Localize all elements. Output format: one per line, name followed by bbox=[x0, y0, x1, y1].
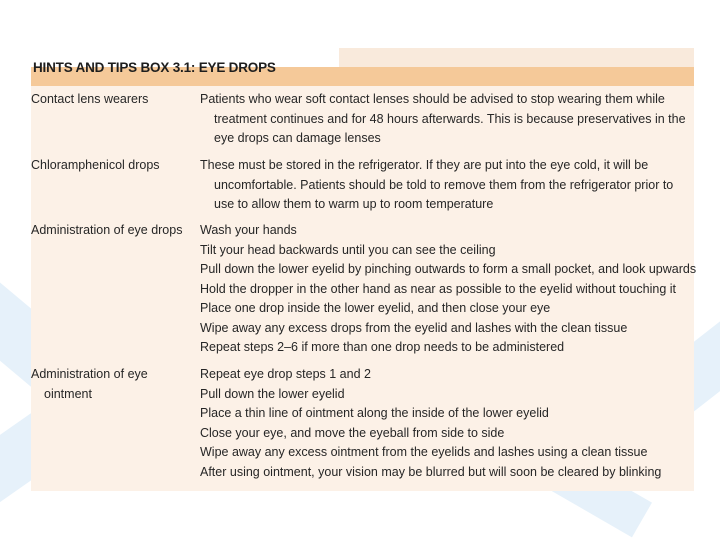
step-item: Close your eye, and move the eyeball from side to side bbox=[200, 425, 505, 440]
step-item: Pull down the lower eyelid by pinching outwards to form a small pocket, and look upwards bbox=[200, 262, 697, 276]
row-text: Patients who wear soft contact lenses should be advised to stop wearing them while treatment continues and for 48 hours afterwards. This is because preservatives in the eye drops can damage lenses bbox=[200, 92, 686, 145]
step-item: Repeat steps 2–6 if more than one drop needs to be administered bbox=[200, 340, 565, 354]
row-content bbox=[200, 221, 697, 358]
step-item: Repeat eye drop steps 1 and 2 bbox=[200, 367, 371, 381]
hints-and-tips-box bbox=[31, 48, 697, 491]
box-title: HINTS AND TIPS BOX 3.1: EYE DROPS bbox=[33, 60, 276, 75]
row-content bbox=[200, 156, 692, 215]
row-label: Administration of eye drops bbox=[31, 223, 183, 237]
row-content bbox=[200, 90, 692, 149]
box-header bbox=[31, 48, 694, 86]
step-item: Pull down the lower eyelid bbox=[200, 386, 345, 401]
row-label bbox=[31, 365, 193, 404]
step-item: After using ointment, your vision may be blurred but will soon be cleared by blinking bbox=[200, 464, 662, 479]
step-item: Place a thin line of ointment along the inside of the lower eyelid bbox=[200, 406, 549, 420]
header-band-light bbox=[339, 48, 694, 67]
row-content bbox=[200, 365, 692, 482]
step-item: Tilt your head backwards until you can see the ceiling bbox=[200, 242, 496, 257]
box-body bbox=[31, 86, 697, 491]
step-item: Place one drop inside the lower eyelid, and then close your eye bbox=[200, 301, 551, 315]
step-item: Wipe away any excess ointment from the eyelids and lashes using a clean tissue bbox=[200, 445, 648, 459]
row-label: Chloramphenicol drops bbox=[31, 158, 160, 172]
step-item: Wash your hands bbox=[200, 223, 297, 237]
step-item: Hold the dropper in the other hand as near as possible to the eyelid without touching it bbox=[200, 281, 677, 296]
row-label-line: Administration of eye bbox=[31, 367, 148, 381]
row-label: Contact lens wearers bbox=[31, 92, 149, 106]
row-label-line: ointment bbox=[44, 386, 92, 401]
step-item: Wipe away any excess drops from the eyelid and lashes with the clean tissue bbox=[200, 320, 628, 335]
row-text: These must be stored in the refrigerator. If they are put into the eye cold, it will be uncomfortable. Patients should be told to remove them from the refrigerator prior to use to allow them to warm up to room temperature bbox=[200, 158, 674, 211]
